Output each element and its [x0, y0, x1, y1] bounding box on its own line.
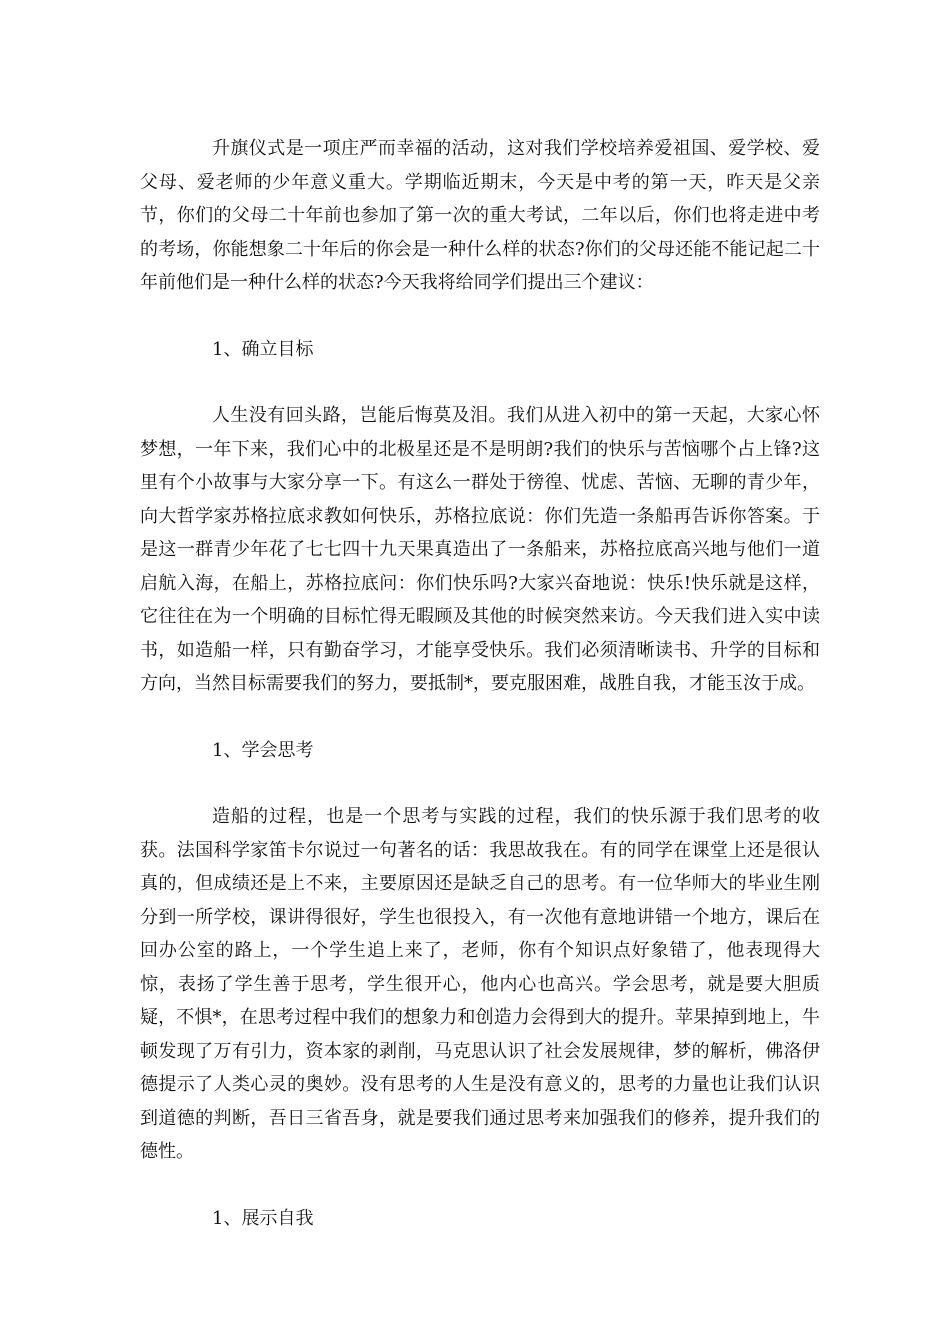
heading-spacer	[140, 366, 820, 399]
paragraph-spacer	[140, 701, 820, 734]
document-body	[140, 132, 820, 1235]
paragraph-spacer	[140, 300, 820, 333]
section-heading-showcase: 1、展示自我	[212, 1207, 314, 1229]
section-heading-thinking: 1、学会思考	[212, 739, 314, 761]
intro-paragraph: 升旗仪式是一项庄严而幸福的活动，这对我们学校培养爱祖国、爱学校、爱父母、爱老师的少年意义重大。学期临近期末，今天是中考的第一天，昨天是父亲节，你们的父母二十年前也参加了第一次的重大考试，二年以后，你们也将走进中考的考场，你能想象二十年后的你会是一种什么样的状态?你们的父母还能不能记起二十年前他们是一种什么样的状态?今天我将给同学们提出三个建议：	[140, 138, 820, 293]
section-body-thinking: 造船的过程，也是一个思考与实践的过程，我们的快乐源于我们思考的收获。法国科学家笛卡尔说过一句著名的话：我思故我在。有的同学在课堂上还是很认真的，但成绩还是上不来，主要原因还是缺乏自己的思考。有一位华师大的毕业生刚分到一所学校，课讲得很好，学生也很投入，有一次他有意地讲错一个地方，课后在回办公室的路上，一个学生追上来了，老师，你有个知识点好象错了，他表现得大惊，表扬了学生善于思考，学生很开心，他内心也高兴。学会思考，就是要大胆质疑，不惧*，在思考过程中我们的想象力和创造力会得到大的提升。苹果掉到地上，牛顿发现了万有引力，资本家的剥削，马克思认识了社会发展规律，梦的解析，佛洛伊德提示了人类心灵的奥妙。没有思考的人生是没有意义的，思考的力量也让我们认识到道德的判断，吾日三省吾身，就是要我们通过思考来加强我们的修养，提升我们的德性。	[140, 806, 820, 1162]
section-body-goal: 人生没有回头路，岂能后悔莫及泪。我们从进入初中的第一天起，大家心怀梦想，一年下来，我们心中的北极星还是不是明朗?我们的快乐与苦恼哪个占上锋?这里有个小故事与大家分享一下。有这么一群处于徬徨、忧虑、苦恼、无聊的青少年，向大哲学家苏格拉底求教如何快乐，苏格拉底说：你们先造一条船再告诉你答案。于是这一群青少年花了七七四十九天果真造出了一条船来，苏格拉底高兴地与他们一道启航入海，在船上，苏格拉底问：你们快乐吗?大家兴奋地说：快乐!快乐就是这样，它往往在为一个明确的目标忙得无暇顾及其他的时候突然来访。今天我们进入实中读书，如造船一样，只有勤奋学习，才能享受快乐。我们必须清晰读书、升学的目标和方向，当然目标需要我们的努力，要抵制*，要克服困难，战胜自我，才能玉汝于成。	[140, 405, 820, 694]
section-heading-goal: 1、确立目标	[212, 338, 314, 360]
paragraph-spacer	[140, 1169, 820, 1202]
heading-spacer	[140, 767, 820, 800]
